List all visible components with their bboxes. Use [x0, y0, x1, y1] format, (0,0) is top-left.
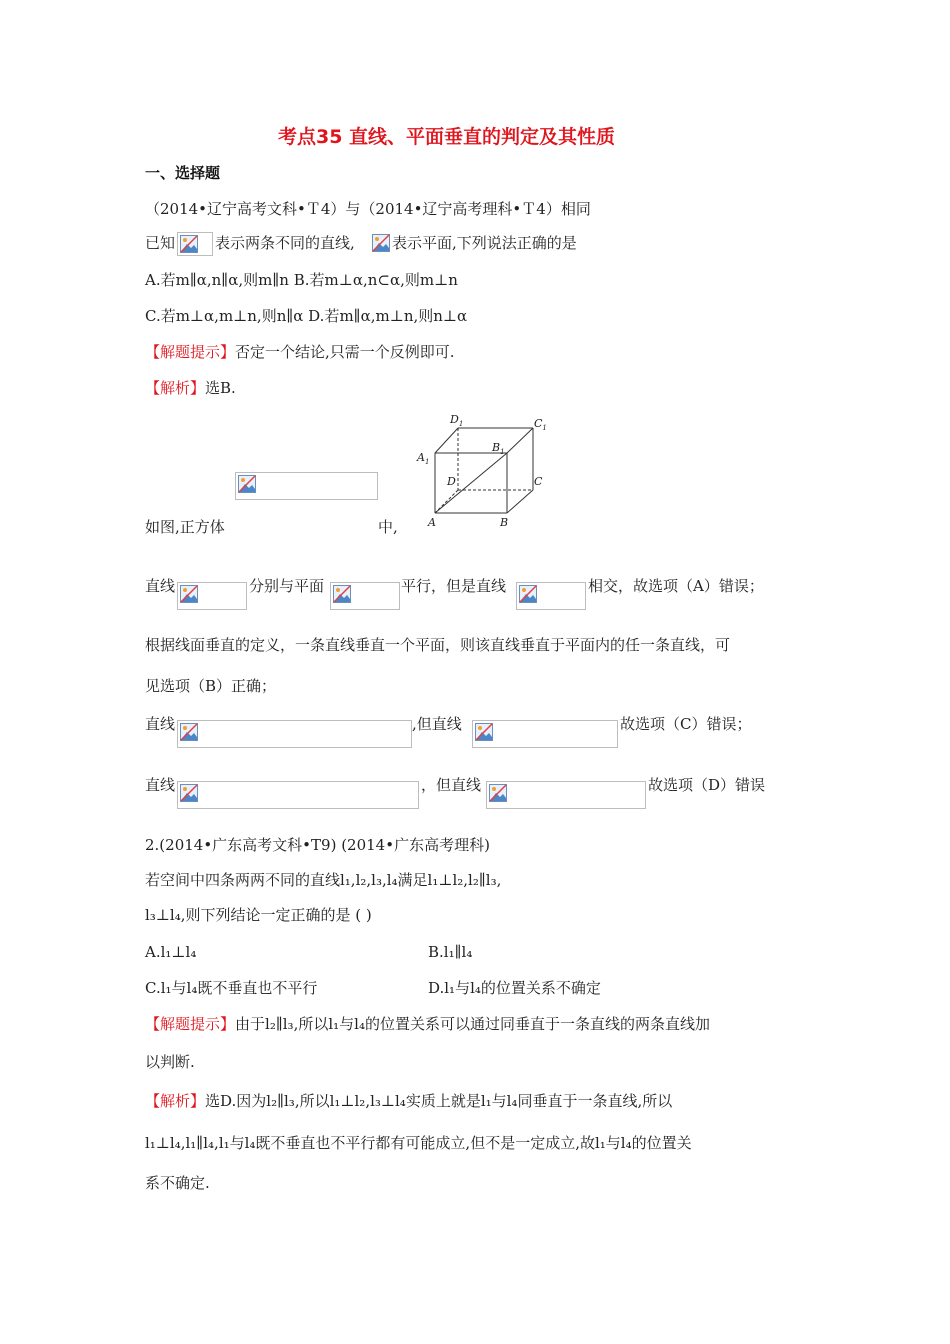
line-d-mid: ，但直线: [421, 776, 482, 794]
line-a-suffix: 相交，故选项（A）错误；: [588, 577, 764, 595]
formula-image-line-a1: [177, 582, 247, 610]
formula-image-cube-name: [235, 472, 378, 500]
edge-b1c1: [507, 428, 533, 453]
broken-image-icon: [475, 723, 493, 741]
q2-hint: [145, 1017, 710, 1032]
q2-option-c: C.l₁与l₄既不垂直也不平行: [145, 979, 318, 997]
line-c-mid: ,但直线: [412, 715, 462, 733]
q2-stem-1: 若空间中四条两两不同的直线l₁,l₂,l₃,l₄满足l₁⊥l₂,l₂∥l₃,: [145, 871, 502, 889]
label-b1: $B_1$: [492, 441, 505, 456]
line-d-suffix: 故选项（D）错误: [648, 776, 766, 794]
hint-label: 【解题提示】: [145, 1015, 236, 1033]
formula-image-line-d1: [177, 781, 419, 809]
line-c-suffix: 故选项（C）错误；: [620, 715, 752, 733]
q1-analysis: [145, 381, 236, 396]
analysis-text: 选B.: [205, 379, 236, 397]
section-heading: 一、选择题: [145, 164, 221, 182]
label-d: D: [447, 475, 456, 488]
q2-stem-2: l₃⊥l₄,则下列结论一定正确的是 ( ): [145, 906, 372, 924]
line-c-prefix: 直线: [145, 715, 176, 733]
formula-image-alpha: [372, 232, 394, 256]
hint-text: 由于l₂∥l₃,所以l₁与l₄的位置关系可以通过同垂直于一条直线的两条直线加: [235, 1015, 710, 1033]
label-d1: $D_1$: [450, 413, 464, 428]
line-a-mid2: 平行，但是直线: [401, 577, 507, 595]
q1-stem-suffix: 表示平面,下列说法正确的是: [392, 234, 577, 252]
line-b-2: 见选项（B）正确；: [145, 677, 277, 695]
q1-options-ab: A.若m∥α,n∥α,则m∥n B.若m⊥α,n⊂α,则m⊥n: [145, 271, 458, 289]
q2-hint-cont: 以判断.: [145, 1053, 195, 1071]
q2-analysis: [145, 1094, 672, 1109]
q2-analysis-2: l₁⊥l₄,l₁∥l₄,l₁与l₄既不垂直也不平行都有可能成立,但不是一定成立,故l₁与l₄的位置关: [145, 1134, 692, 1152]
label-c1: $C_1$: [534, 417, 547, 432]
label-a: A: [428, 516, 436, 529]
formula-image-line-a2: [330, 582, 400, 610]
q2-source: 2.(2014•广东高考文科•T9) (2014•广东高考理科): [145, 836, 490, 854]
broken-image-icon: [180, 784, 198, 802]
broken-image-icon: [333, 585, 351, 603]
q1-options-cd: C.若m⊥α,m⊥n,则n∥α D.若m∥α,m⊥n,则n⊥α: [145, 307, 468, 325]
broken-image-icon: [180, 235, 198, 253]
q2-option-b: B.l₁∥l₄: [428, 943, 473, 961]
cube-line-prefix: 如图,正方体: [145, 518, 225, 536]
q2-option-a: A.l₁⊥l₄: [145, 943, 197, 961]
edge-a1d1: [435, 428, 458, 453]
broken-image-icon: [372, 234, 390, 252]
label-a1: $A_1$: [417, 451, 430, 466]
formula-image-mn: [177, 232, 213, 256]
formula-image-line-a3: [516, 582, 586, 610]
line-d-prefix: 直线: [145, 776, 176, 794]
broken-image-icon: [519, 585, 537, 603]
broken-image-icon: [180, 723, 198, 741]
analysis-label: 【解析】: [145, 379, 206, 397]
broken-image-icon: [238, 475, 256, 493]
q1-source: （2014•辽宁高考文科•Ｔ4）与（2014•辽宁高考理科•Ｔ4）相同: [145, 200, 591, 218]
line-a-mid1: 分别与平面: [249, 577, 325, 595]
q2-analysis-3: 系不确定.: [145, 1174, 210, 1192]
label-c: C: [534, 475, 543, 488]
line-a-prefix: 直线: [145, 577, 176, 595]
formula-image-line-c2: [472, 720, 618, 748]
edge-bc: [507, 490, 533, 513]
analysis-label: 【解析】: [145, 1092, 206, 1110]
formula-image-line-c1: [177, 720, 412, 748]
diagonal-ab1: [435, 453, 507, 513]
q1-stem-prefix: 已知: [145, 234, 176, 252]
q1-hint: [145, 345, 455, 360]
q1-stem-middle: 表示两条不同的直线,: [215, 234, 355, 252]
q2-option-d: D.l₁与l₄的位置关系不确定: [428, 979, 601, 997]
cube-diagram: [410, 410, 550, 530]
line-b-1: 根据线面垂直的定义，一条直线垂直一个平面，则该直线垂直于平面内的任一条直线，可: [145, 636, 731, 654]
page-title: 考点35 直线、平面垂直的判定及其性质: [278, 126, 616, 148]
cube-line-suffix: 中,: [378, 518, 398, 536]
hint-label: 【解题提示】: [145, 343, 236, 361]
label-b: B: [500, 516, 509, 529]
analysis-text: 选D.因为l₂∥l₃,所以l₁⊥l₂,l₃⊥l₄实质上就是l₁与l₄同垂直于一条直线,所以: [205, 1092, 673, 1110]
hint-text: 否定一个结论,只需一个反例即可.: [235, 343, 455, 361]
formula-image-line-d2: [486, 781, 646, 809]
broken-image-icon: [489, 784, 507, 802]
broken-image-icon: [180, 585, 198, 603]
